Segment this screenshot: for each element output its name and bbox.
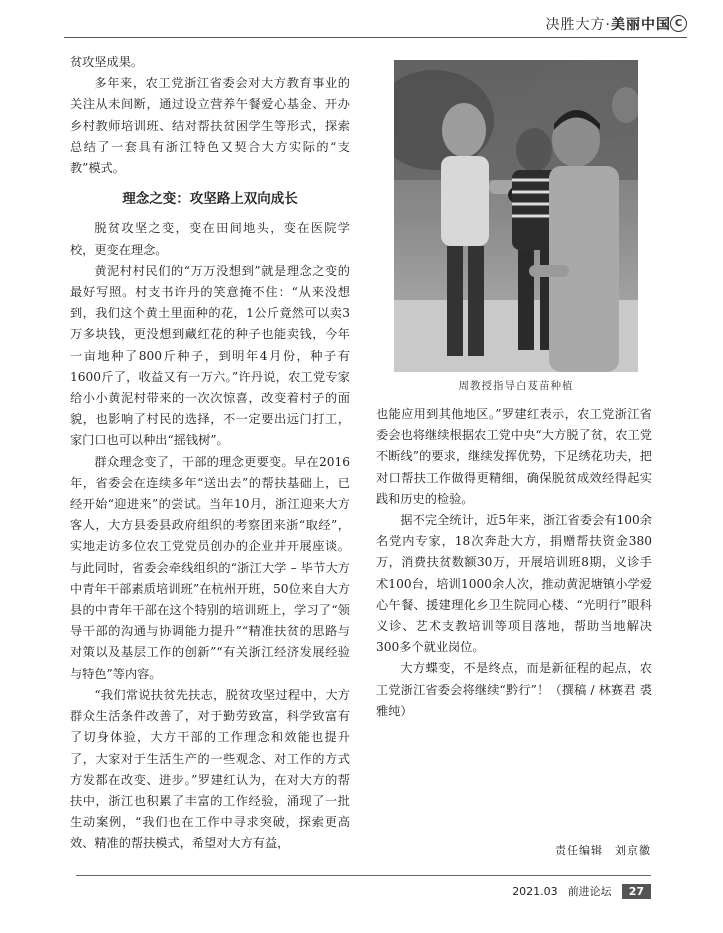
left-column [70, 52, 350, 855]
header-title [546, 14, 671, 34]
paragraph: 群众理念变了，干部的理念更要变。早在2016年，省委会在连续多年“送出去”的帮扶基础上，已经开始“迎进来”的尝试。当年10月，浙江迎来大方客人，大方县委县政府组织的考察团来浙“取经”，实地走访多位农工党党员创办的企业并开展座谈。与此同时，省委会牵线组织的“浙江大学 – 毕节大方中青年干部素质培训班”在杭州开班，50位来自大方县的中青年干部在这个特别的培训班上，学习了“领导干部的沟通与协调能力提升”“精准扶贫的思路与对策以及基层工作的创新”“有关浙江经济发展经验与特色”等内容。 [70, 454, 350, 681]
header-section: 决胜大方 [545, 17, 606, 33]
page-header [0, 0, 723, 40]
header-separator: · [605, 17, 611, 33]
header-brand: 美丽中国 [611, 17, 671, 33]
photo-caption: 周教授指导白芨苗种植 [458, 380, 574, 392]
page-footer [512, 883, 651, 899]
section-heading: 理念之变：攻坚路上双向成长 [122, 191, 298, 208]
article-photo [394, 60, 638, 372]
paragraph: 黄泥村村民们的“万万没想到”就是理念之变的最好写照。村支书许丹的笑意掩不住：“从来没想到，我们这个黄土里面种的花，1公斤竟然可以卖3万多块钱，更没想到藏红花的种子也能卖钱，今年一亩地种了800斤种子，到明年4月份，种子有1600斤了，收益又有一万六。”许丹说，农工党专家给小小黄泥村带来的一次次惊喜，改变着村子的面貌，也影响了村民的选择，不一定要出远门打工，家门口也可以种出“摇钱树”。 [70, 263, 350, 448]
paragraph: 贫攻坚成果。 [70, 55, 144, 69]
paragraph: 脱贫攻坚之变，变在田间地头，变在医院学校，更变在理念。 [70, 221, 350, 257]
paragraph: 也能应用到其他地区。”罗建红表示，农工党浙江省委会也将继续根据农工党中央“大方脱了贫，农工党不断线”的要求，继续发挥优势，下足绣花功夫，把对口帮扶工作做得更精细，确保脱贫成效经得起实践和历史的检验。 [376, 407, 652, 506]
footer-divider [76, 875, 651, 876]
paragraph: 大方蝶变，不是终点，而是新征程的起点，农工党浙江省委会将继续“黔行”！（撰稿 / 林赛君 裘雅纯） [376, 661, 652, 718]
magazine-name: 前进论坛 [567, 885, 612, 898]
paragraph: 据不完全统计，近5年来，浙江省委会有100余名党内专家，18次奔赴大方，捐赠帮扶资金380万，消费扶贫数额30万，开展培训班8期，义诊手术100台，培训1000余人次，推动黄泥塘镇小学爱心午餐、援建理化乡卫生院同心楼、“光明行”眼科义诊、艺术支教培训等项目落地，帮助当地解决300多个就业岗位。 [376, 513, 652, 655]
right-column [376, 404, 652, 722]
header-divider [64, 37, 687, 38]
paragraph: “我们常说扶贫先扶志，脱贫攻坚过程中，大方群众生活条件改善了，对于勤劳致富，科学致富有了切身体验，大方干部的工作理念和效能也提升了，大家对于生活生产的一些观念、对工作的方式方发都在改变、进步。”罗建红认为，在对大方的帮扶中，浙江也积累了丰富的工作经验，涌现了一批生动案例，“我们也在工作中寻求突破，探索更高效、精准的帮扶模式，希望对大方有益， [70, 687, 350, 851]
responsible-editor: 责任编辑 刘京徽 [555, 844, 651, 857]
circle-c-icon: C [670, 15, 687, 32]
issue-date: 2021.03 [512, 884, 558, 898]
page-number: 27 [622, 884, 651, 899]
paragraph: 多年来，农工党浙江省委会对大方教育事业的关注从未间断，通过设立营养午餐爱心基金、开办乡村教师培训班、结对帮扶贫困学生等形式，探索总结了一套具有浙江特色又契合大方实际的“支教”模式。 [70, 76, 350, 176]
